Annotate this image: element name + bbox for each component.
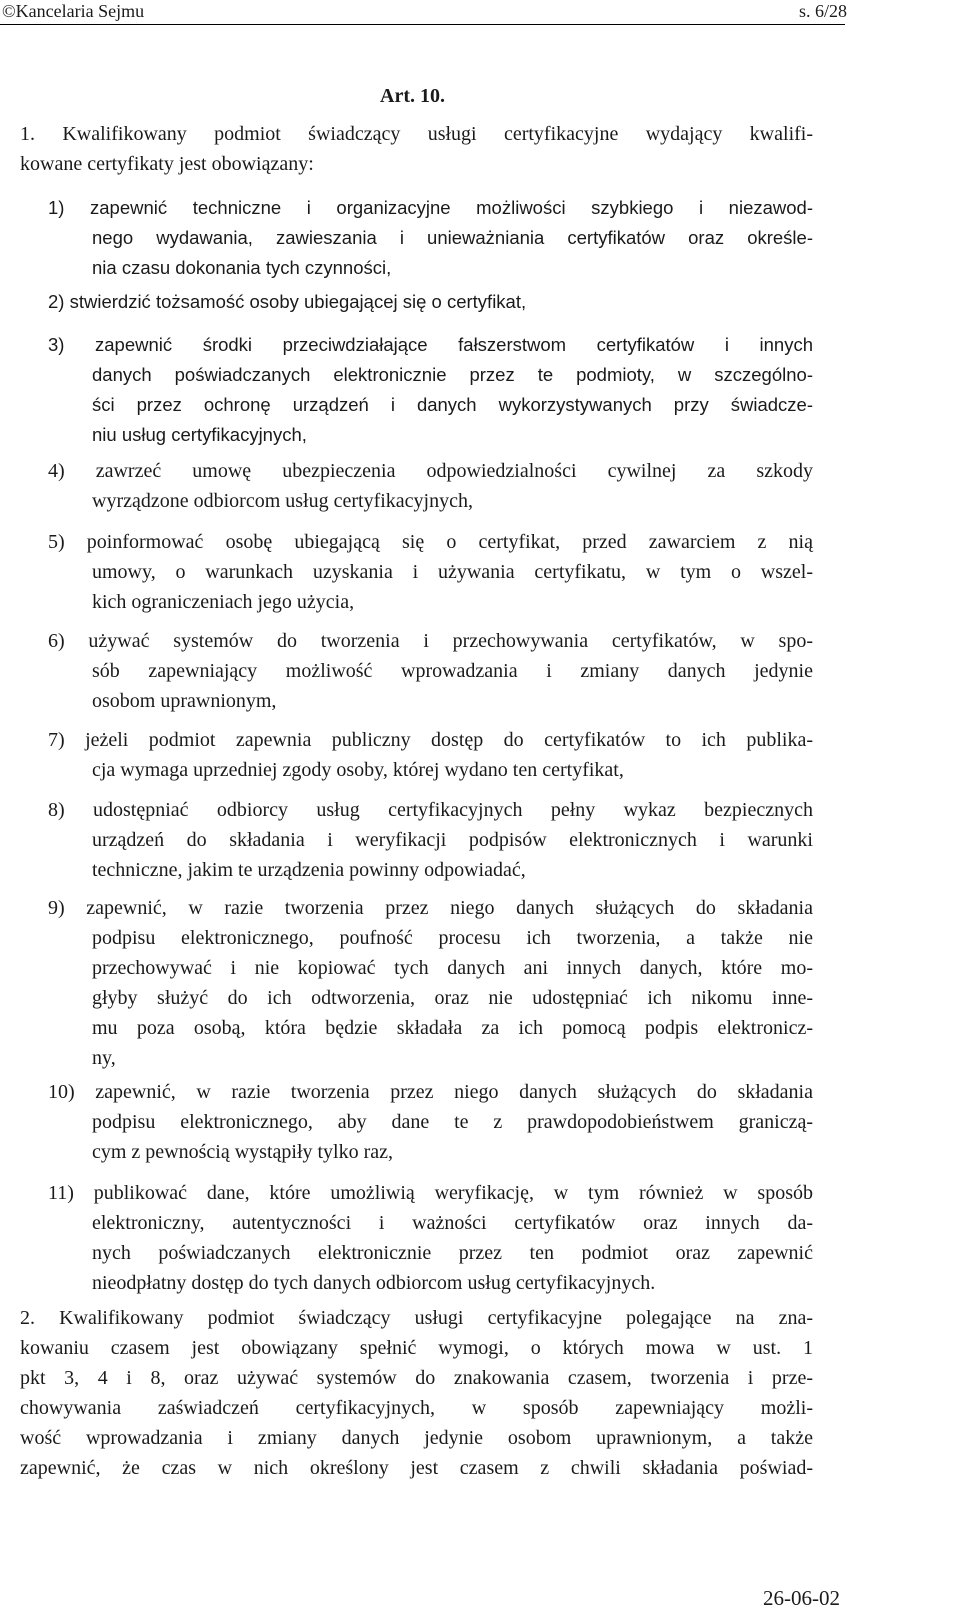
text-line: elektroniczny, autentyczności i ważności certyfikatów oraz innych da- [92,1212,813,1234]
text-line: kich ograniczeniach jego użycia, [92,591,355,613]
text-line: umowy, o warunkach uzyskania i używania certyfikatu, w tym o wszel- [92,561,813,583]
text-line: wyrządzone odbiorcom usług certyfikacyjnych, [92,490,473,512]
text-line: przechowywać i nie kopiować tych danych ani innych danych, które mo- [92,957,813,979]
text-line: głyby służyć do ich odtworzenia, oraz nie udostępniać ich nikomu inne- [92,987,813,1009]
list-item-11 [48,1178,813,1298]
paragraph-1 [20,119,813,179]
list-item-2 [48,287,813,317]
footer-date: 26-06-02 [763,1586,840,1610]
text-line: nych poświadczanych elektronicznie przez ten podmiot oraz zapewnić [92,1242,813,1264]
text-line: sób zapewniający możliwość wprowadzania i zmiany danych jedynie [92,660,813,682]
text-line: 11) publikować dane, które umożliwią weryfikację, w tym również w sposób [48,1182,813,1204]
header-divider [0,24,845,25]
text-line: 1. Kwalifikowany podmiot świadczący usługi certyfikacyjne wydający kwalifi- [20,123,813,145]
text-line: podpisu elektronicznego, poufność procesu ich tworzenia, a także nie [92,927,813,949]
text-line: pkt 3, 4 i 8, oraz używać systemów do znakowania czasem, tworzenia i prze- [20,1367,813,1389]
text-line: kowane certyfikaty jest obowiązany: [20,153,314,175]
text-line: niu usług certyfikacyjnych, [92,424,307,445]
text-line: ny, [92,1047,116,1069]
header-page-number: s. 6/28 [798,1,847,21]
text-line: 10) zapewnić, w razie tworzenia przez niego danych służących do składania [48,1081,813,1103]
article-title: Art. 10. [380,85,445,107]
text-line: ści przez ochronę urządzeń i danych wykorzystywanych przy świadcze- [92,394,813,415]
list-item-10 [48,1077,813,1167]
list-item-7 [48,725,813,785]
text-line: nia czasu dokonania tych czynności, [92,257,392,278]
list-item-1 [48,193,813,283]
list-item-4 [48,456,813,516]
text-line: 2) stwierdzić tożsamość osoby ubiegającej się o certyfikat, [48,291,527,312]
text-line: cja wymaga uprzedniej zgody osoby, której wydano ten certyfikat, [92,759,624,781]
text-line: wość wprowadzania i zmiany danych jedynie osobom uprawnionym, a także [20,1427,813,1449]
text-line: nieodpłatny dostęp do tych danych odbiorcom usług certyfikacyjnych. [92,1272,656,1294]
list-item-9 [48,893,813,1073]
text-line: kowaniu czasem jest obowiązany spełnić wymogi, o których mowa w ust. 1 [20,1337,813,1359]
text-line: 5) poinformować osobę ubiegającą się o certyfikat, przed zawarciem z nią [48,531,813,553]
text-line: techniczne, jakim te urządzenia powinny odpowiadać, [92,859,526,881]
text-line: 6) używać systemów do tworzenia i przechowywania certyfikatów, w spo- [48,630,813,652]
list-item-6 [48,626,813,716]
text-line: chowywania zaświadczeń certyfikacyjnych, w sposób zapewniający możli- [20,1397,813,1419]
text-line: cym z pewnością wystąpiły tylko raz, [92,1141,394,1163]
list-item-5 [48,527,813,617]
text-line: 2. Kwalifikowany podmiot świadczący usługi certyfikacyjne polegające na zna- [20,1307,813,1329]
paragraph-2 [20,1303,813,1483]
text-line: 8) udostępniać odbiorcy usług certyfikacyjnych pełny wykaz bezpiecznych [48,799,813,821]
text-line: nego wydawania, zawieszania i unieważniania certyfikatów oraz określe- [92,227,813,248]
text-line: 3) zapewnić środki przeciwdziałające fałszerstwom certyfikatów i innych [48,334,813,355]
text-line: mu poza osobą, która będzie składała za ich pomocą podpis elektronicz- [92,1017,813,1039]
text-line: zapewnić, że czas w nich określony jest czasem z chwili składania poświad- [20,1457,813,1479]
text-line: 7) jeżeli podmiot zapewnia publiczny dostęp do certyfikatów to ich publika- [48,729,813,751]
text-line: danych poświadczanych elektronicznie przez te podmioty, w szczególno- [92,364,813,385]
text-line: podpisu elektronicznego, aby dane te z prawdopodobieństwem graniczą- [92,1111,813,1133]
text-line: 9) zapewnić, w razie tworzenia przez niego danych służących do składania [48,897,813,919]
text-line: urządzeń do składania i weryfikacji podpisów elektronicznych i warunki [92,829,813,851]
list-item-8 [48,795,813,885]
text-line: 4) zawrzeć umowę ubezpieczenia odpowiedzialności cywilnej za szkody [48,460,813,482]
text-line: 1) zapewnić techniczne i organizacyjne możliwości szybkiego i niezawod- [48,197,813,218]
header-source: ©Kancelaria Sejmu [2,1,145,21]
list-item-3 [48,330,813,450]
text-line: osobom uprawnionym, [92,690,277,712]
